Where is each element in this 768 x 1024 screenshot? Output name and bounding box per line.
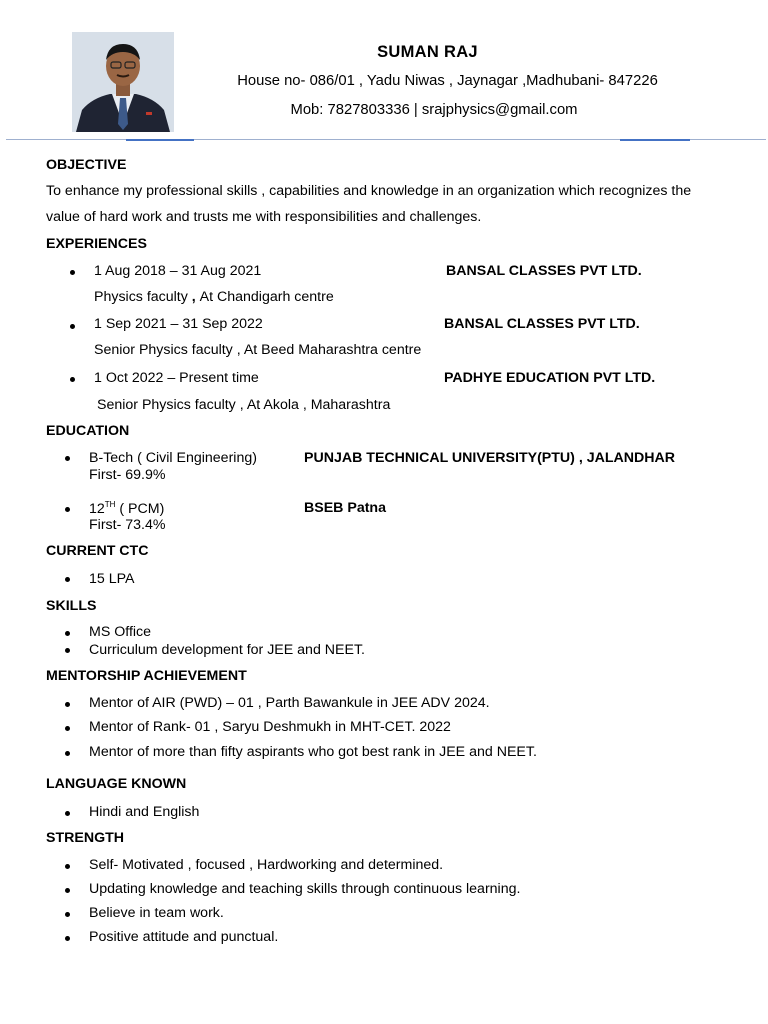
bullet	[65, 648, 70, 653]
objective-text-line: To enhance my professional skills , capabilities and knowledge in an organization which recognizes the	[46, 183, 692, 199]
contact-info: Mob: 7827803336 | srajphysics@gmail.com	[290, 102, 578, 118]
bullet	[65, 507, 70, 512]
bullet	[65, 631, 70, 636]
skills-heading: SKILLS	[46, 598, 97, 614]
experience-company: BANSAL CLASSES PVT LTD.	[444, 316, 640, 332]
header-divider-accent	[620, 139, 690, 141]
bullet	[65, 936, 70, 941]
ctc-heading: CURRENT CTC	[46, 543, 149, 559]
experiences-heading: EXPERIENCES	[46, 236, 147, 252]
experience-dates: 1 Oct 2022 – Present time	[94, 370, 259, 386]
education-degree: B-Tech ( Civil Engineering)	[89, 450, 257, 466]
mentorship-item: Mentor of AIR (PWD) – 01 , Parth Bawankule in JEE ADV 2024.	[89, 695, 490, 711]
strength-heading: STRENGTH	[46, 830, 125, 846]
objective-heading: OBJECTIVE	[46, 157, 127, 173]
bullet	[65, 864, 70, 869]
experience-company: PADHYE EDUCATION PVT LTD.	[444, 370, 656, 386]
education-institution: BSEB Patna	[304, 500, 386, 516]
languages-heading: LANGUAGE KNOWN	[46, 776, 187, 792]
education-heading: EDUCATION	[46, 423, 130, 439]
education-result: First- 73.4%	[89, 517, 166, 533]
strength-item: Positive attitude and punctual.	[89, 929, 279, 945]
candidate-name: SUMAN RAJ	[377, 43, 478, 61]
bullet	[65, 702, 70, 707]
mentorship-item: Mentor of more than fifty aspirants who got best rank in JEE and NEET.	[89, 744, 537, 760]
mentorship-heading: MENTORSHIP ACHIEVEMENT	[46, 668, 247, 684]
strength-item: Updating knowledge and teaching skills through continuous learning.	[89, 881, 521, 897]
education-degree: 12TH ( PCM)	[89, 500, 165, 517]
bullet	[65, 577, 70, 582]
bullet	[65, 811, 70, 816]
skill-item: MS Office	[89, 624, 152, 640]
experience-role: Senior Physics faculty , At Akola , Maharashtra	[97, 397, 391, 413]
strength-item: Self- Motivated , focused , Hardworking and determined.	[89, 857, 444, 873]
bullet	[65, 726, 70, 731]
bullet	[70, 377, 75, 382]
bullet	[65, 912, 70, 917]
bullet	[70, 324, 75, 329]
experience-role: Physics faculty , At Chandigarh centre	[94, 289, 334, 305]
bullet	[65, 751, 70, 756]
skill-item: Curriculum development for JEE and NEET.	[89, 642, 365, 658]
mentorship-item: Mentor of Rank- 01 , Saryu Deshmukh in MHT-CET. 2022	[89, 719, 451, 735]
experience-dates: 1 Sep 2021 – 31 Sep 2022	[94, 316, 263, 332]
education-institution: PUNJAB TECHNICAL UNIVERSITY(PTU) , JALANDHAR	[304, 450, 675, 466]
objective-text-line: value of hard work and trusts me with responsibilities and challenges.	[46, 209, 482, 225]
bullet	[65, 888, 70, 893]
experience-role: Senior Physics faculty , At Beed Maharashtra centre	[94, 342, 422, 358]
education-result: First- 69.9%	[89, 467, 166, 483]
header-divider-accent	[126, 139, 194, 141]
bullet	[65, 456, 70, 461]
address: House no- 086/01 , Yadu Niwas , Jaynagar ,Madhubani- 847226	[237, 73, 658, 89]
language-item: Hindi and English	[89, 804, 200, 820]
experience-company: BANSAL CLASSES PVT LTD.	[446, 263, 642, 279]
strength-item: Believe in team work.	[89, 905, 224, 921]
ctc-value: 15 LPA	[89, 571, 135, 587]
bullet	[70, 270, 75, 275]
experience-dates: 1 Aug 2018 – 31 Aug 2021	[94, 263, 262, 279]
